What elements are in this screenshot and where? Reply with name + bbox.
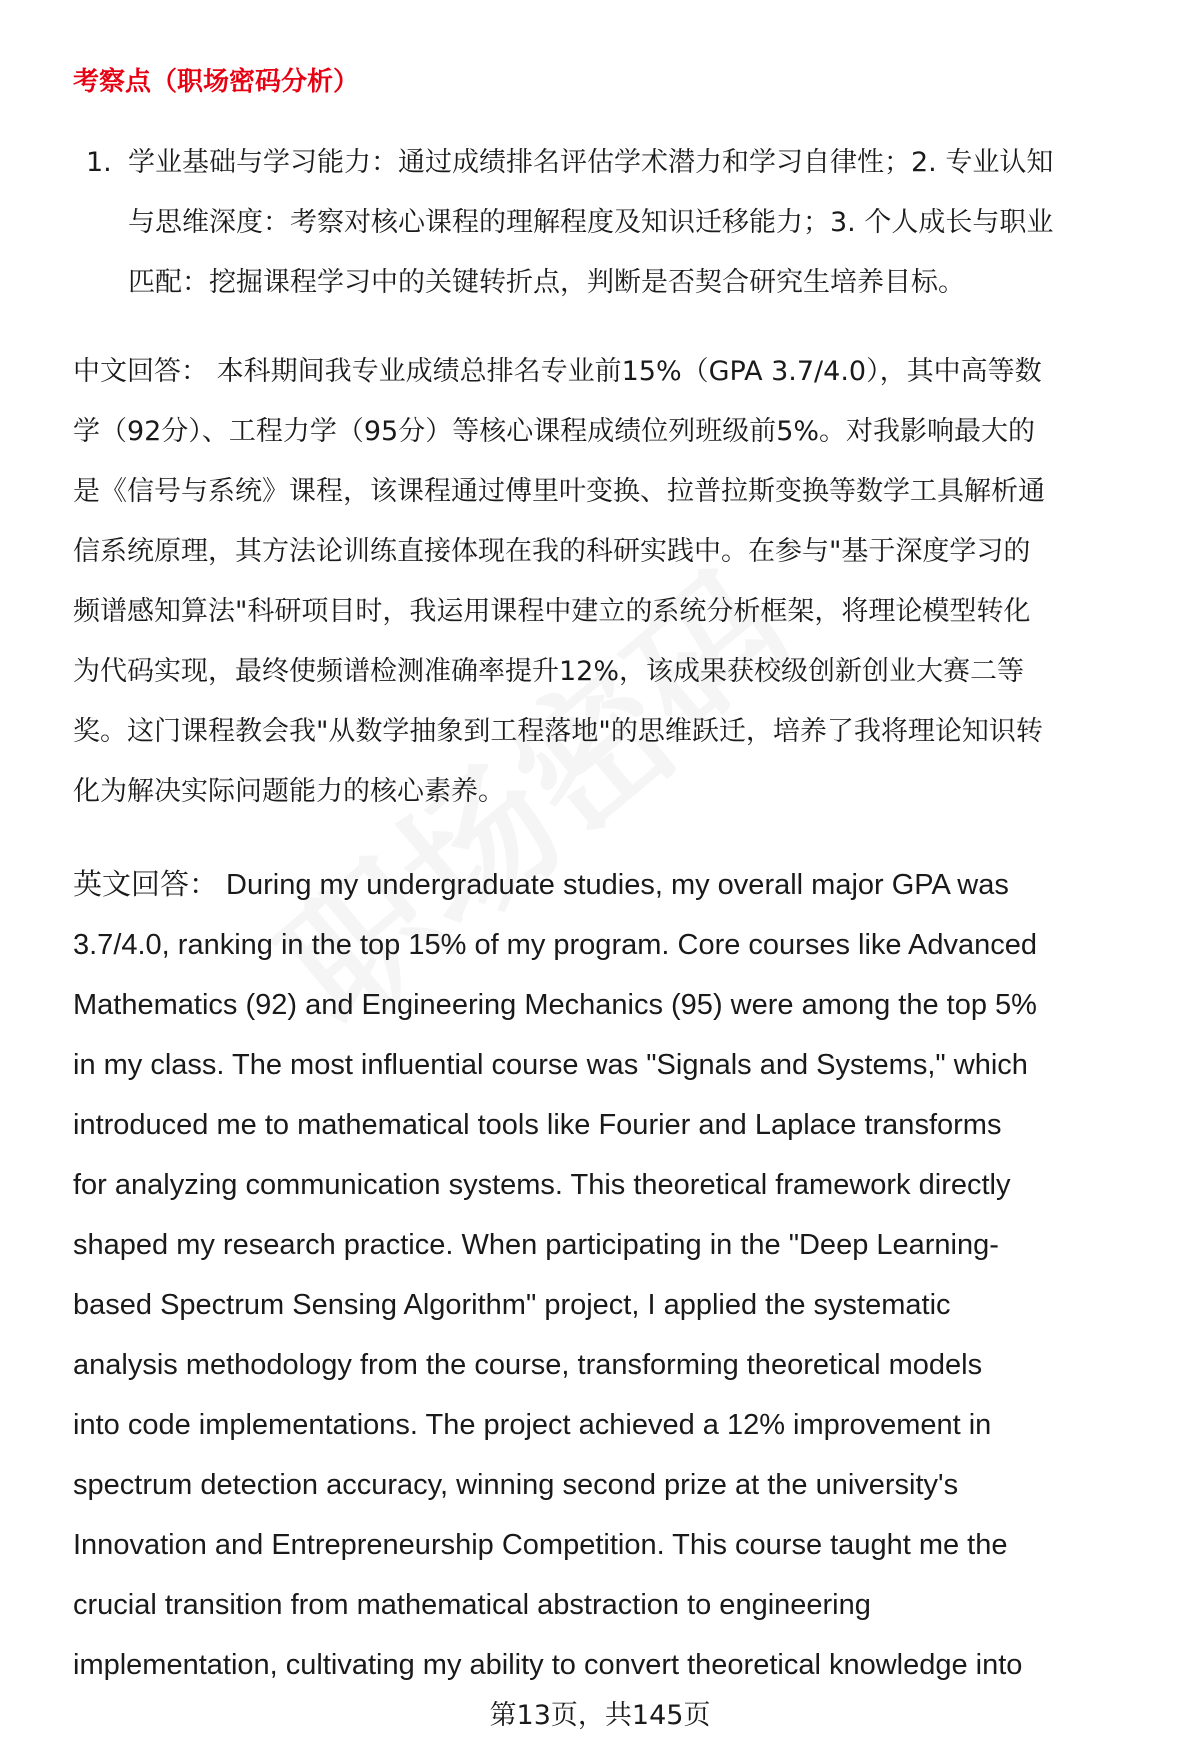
en-answer-line: crucial transition from mathematical abstraction to engineering — [73, 1589, 871, 1621]
page-number: 第13页，共145页 — [489, 1700, 711, 1731]
en-answer-line: spectrum detection accuracy, winning second prize at the university's — [73, 1469, 959, 1501]
en-answer-line: based Spectrum Sensing Algorithm" project, I applied the systematic — [73, 1289, 951, 1321]
zh-answer-line: 化为解决实际问题能力的核心素养。 — [73, 776, 505, 807]
en-answer-line: in my class. The most influential course was "Signals and Systems," which — [73, 1049, 1028, 1081]
zh-answer-line: 奖。这门课程教会我"从数学抽象到工程落地"的思维跃迁，培养了我将理论知识转 — [73, 716, 1043, 747]
zh-answer-line: 信系统原理，其方法论训练直接体现在我的科研实践中。在参与"基于深度学习的 — [73, 536, 1031, 567]
section-title: 考察点（职场密码分析） — [73, 67, 360, 97]
en-answer-line: implementation, cultivating my ability to convert theoretical knowledge into — [73, 1649, 1023, 1681]
en-answer-line: Mathematics (92) and Engineering Mechanics (95) were among the top 5% — [73, 989, 1037, 1021]
points-line: 与思维深度：考察对核心课程的理解程度及知识迁移能力；3. 个人成长与职业 — [128, 207, 1054, 238]
en-answer-line: Innovation and Entrepreneurship Competition. This course taught me the — [73, 1529, 1008, 1561]
zh-answer-line: 频谱感知算法"科研项目时，我运用课程中建立的系统分析框架，将理论模型转化 — [73, 596, 1031, 627]
points-line: 匹配：挖掘课程学习中的关键转折点，判断是否契合研究生培养目标。 — [128, 267, 965, 298]
en-answer-line: 英文回答： During my undergraduate studies, my overall major GPA was — [73, 869, 1009, 901]
en-answer-line: for analyzing communication systems. This theoretical framework directly — [73, 1169, 1011, 1201]
list-number: 1. — [86, 147, 112, 178]
zh-answer-line: 是《信号与系统》课程，该课程通过傅里叶变换、拉普拉斯变换等数学工具解析通 — [73, 476, 1045, 507]
zh-answer-line: 为代码实现，最终使频谱检测准确率提升12%，该成果获校级创新创业大赛二等 — [73, 656, 1025, 687]
points-line: 学业基础与学习能力：通过成绩排名评估学术潜力和学习自律性；2. 专业认知 — [128, 147, 1054, 178]
en-answer-line: analysis methodology from the course, transforming theoretical models — [73, 1349, 983, 1381]
zh-answer-line: 学（92分）、工程力学（95分）等核心课程成绩位列班级前5%。对我影响最大的 — [73, 416, 1036, 447]
en-answer-line: shaped my research practice. When participating in the "Deep Learning- — [73, 1229, 999, 1261]
en-answer-line: 3.7/4.0, ranking in the top 15% of my program. Core courses like Advanced — [73, 929, 1037, 961]
en-answer-line: into code implementations. The project achieved a 12% improvement in — [73, 1409, 992, 1441]
en-answer-line: introduced me to mathematical tools like Fourier and Laplace transforms — [73, 1109, 1002, 1141]
zh-answer-line: 中文回答： 本科期间我专业成绩总排名专业前15%（GPA 3.7/4.0），其中高等数 — [73, 356, 1042, 387]
